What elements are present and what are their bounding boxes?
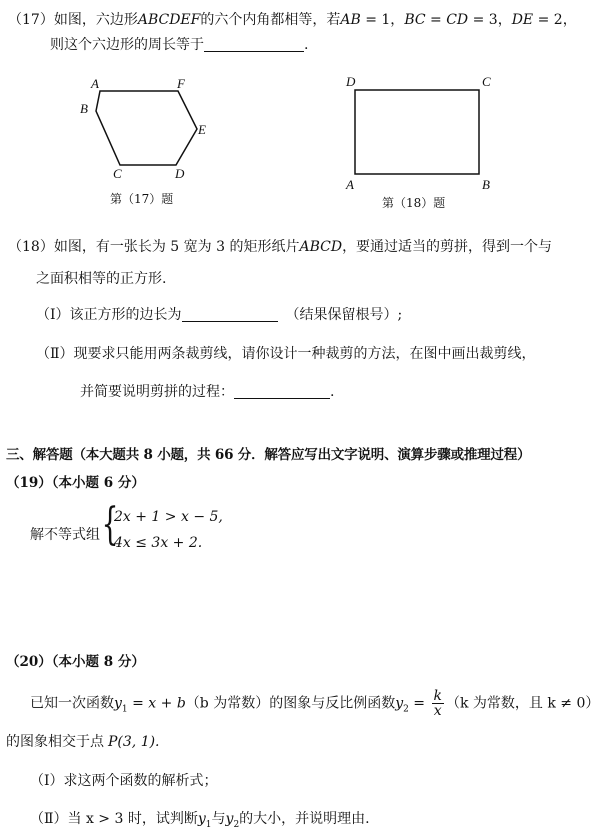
q18-number: （18） <box>8 239 54 255</box>
q17-line1 <box>8 9 577 29</box>
q20-point: P(3, 1). <box>108 734 160 750</box>
q17-text-b: 的六个内角都相等，若 <box>200 12 341 28</box>
q18-line1b: ，要通过适当的剪拼，得到一个与 <box>342 239 553 255</box>
q18-line2: 之面积相等的正方形. <box>36 271 167 287</box>
q20-l1a: 已知一次函数 <box>30 695 114 712</box>
q19-ineq2: 4x ≤ 3x + 2. <box>114 535 203 551</box>
q20-part2-y2-sub: 2 <box>233 819 240 830</box>
q20-line2 <box>6 731 160 751</box>
q18-rect-name: ABCD <box>299 239 343 255</box>
q17-bc: BC <box>404 12 426 28</box>
q18-part1-text: 该正方形的边长为 <box>69 307 182 323</box>
q19-number: （19）（本小题 6 分） <box>6 475 145 491</box>
q19-lead: 解不等式组 <box>30 527 100 543</box>
q20-part2-y2: y <box>225 811 234 827</box>
hex-label-d: D <box>175 166 185 181</box>
hex-label-b: B <box>80 101 88 116</box>
q20-part2-b: 的大小，并说明理由. <box>239 811 370 827</box>
q20-part2-mid: 与 <box>211 811 226 827</box>
q17-caption: 第（17）题 <box>110 192 174 206</box>
q18-part1-note: （结果保留根号）; <box>285 307 403 323</box>
q18-part2-blank <box>234 384 330 399</box>
hex-label-a: A <box>91 76 99 91</box>
q17-text-a: 如图，六边形 <box>53 12 138 28</box>
q17-hex-name: ABCDEF <box>137 12 201 28</box>
q20-fraction <box>432 689 444 718</box>
q18-line1a: 如图，有一张长为 5 宽为 3 的矩形纸片 <box>53 239 300 255</box>
q20-part2-y1: y <box>197 811 206 827</box>
q17-end: . <box>304 37 309 53</box>
q20-y1-sub: 1 <box>121 704 128 715</box>
rect-label-a: A <box>346 177 354 192</box>
q20-part1-num: （Ⅰ） <box>30 773 64 789</box>
q17-cd-val: = 3， <box>468 12 512 28</box>
q18-part1-num: （Ⅰ） <box>36 307 70 323</box>
q20-number: （20）（本小题 8 分） <box>6 654 145 670</box>
q17-de-val: = 2， <box>533 12 577 28</box>
q20-line1 <box>30 689 599 718</box>
q17-ab-val: = 1， <box>360 12 405 28</box>
q18-part1 <box>36 304 402 324</box>
q20-l1e: （k 为常数，且 k ≠ 0） <box>445 695 599 712</box>
q20-part2 <box>30 808 370 830</box>
rect-label-b: B <box>482 177 490 192</box>
q19-brace: { <box>101 499 119 550</box>
section3-heading: 三、解答题（本大题共 8 小题，共 66 分．解答应写出文字说明、演算步骤或推理过程） <box>6 447 531 463</box>
hex-label-c: C <box>113 166 122 181</box>
q17-number: （17） <box>8 12 54 28</box>
q17-line2-text: 则这个六边形的周长等于 <box>50 37 204 53</box>
q17-answer-blank <box>204 37 304 52</box>
q18-part2-line2 <box>80 381 334 401</box>
hex-label-f: F <box>177 76 185 91</box>
q20-y2: y <box>395 695 404 712</box>
q20-part1 <box>30 770 218 790</box>
q17-cd: CD <box>446 12 469 28</box>
q20-frac-den: x <box>433 703 442 719</box>
q20-part2-y1-sub: 1 <box>205 819 212 830</box>
q18-rectangle-figure <box>352 86 484 178</box>
hexagon-shape <box>96 91 197 165</box>
q18-part2-text: 现要求只能用两条裁剪线，请你设计一种裁剪的方法，在图中画出裁剪线， <box>73 346 536 362</box>
q17-de: DE <box>511 12 534 28</box>
q18-part1-blank <box>182 307 278 322</box>
q20-l1c: （b 为常数）的图象与反比例函数 <box>185 695 396 712</box>
q20-part1-text: 求这两个函数的解析式； <box>63 773 218 789</box>
hex-label-e: E <box>198 122 206 137</box>
q20-y2-sub: 2 <box>403 704 409 715</box>
rect-label-d: D <box>346 74 356 89</box>
q18-caption: 第（18）题 <box>382 196 446 210</box>
q19-ineq1: 2x + 1 > x − 5, <box>114 509 223 525</box>
q17-line2 <box>50 34 308 54</box>
q20-part2-num: （Ⅱ） <box>30 811 68 827</box>
rectangle-shape <box>355 90 479 174</box>
q20-l2: 的图象相交于点 <box>6 734 104 750</box>
q18-part2-line2-text: 并简要说明剪拼的过程： <box>80 384 234 400</box>
q17-eq: = <box>425 12 447 28</box>
q17-ab: AB <box>340 12 361 28</box>
q18-line1 <box>8 236 552 256</box>
q18-part2-num: （Ⅱ） <box>36 346 74 362</box>
q20-y1: y <box>114 695 122 712</box>
rect-label-c: C <box>482 74 491 89</box>
q18-part2 <box>36 343 536 363</box>
q20-part2-a: 当 x > 3 时，试判断 <box>67 811 198 827</box>
q20-l1b: = x + b <box>127 695 186 712</box>
q20-l1d: = <box>408 695 430 712</box>
q18-part2-end: . <box>330 384 335 400</box>
q20-frac-num: k <box>433 688 442 704</box>
